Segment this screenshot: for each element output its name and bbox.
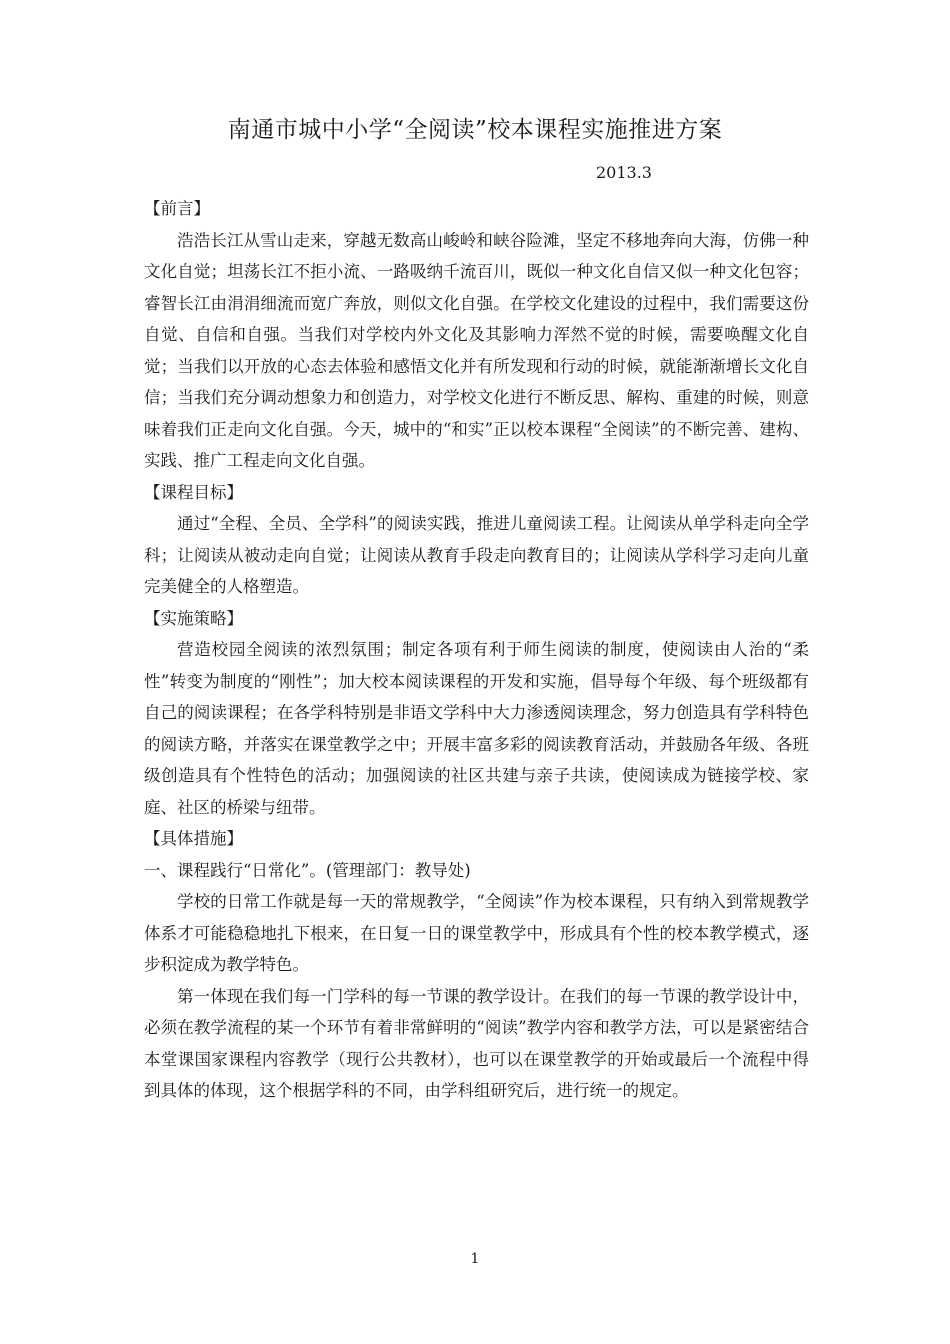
- measure-item-1: 一、课程践行“日常化”。(管理部门：教导处): [144, 860, 471, 880]
- page-number: 1: [470, 1251, 480, 1267]
- section-heading-goals: 【课程目标】: [144, 482, 243, 502]
- paragraph-goals: 通过“全程、全员、全学科”的阅读实践，推进儿童阅读工程。让阅读从单学科走向全学科；让阅读从被动走向自觉；让阅读从教育手段走向教育目的；让阅读从学科学习走向儿童完美健全的人格塑造。: [144, 514, 809, 596]
- section-heading-preface: 【前言】: [144, 199, 210, 218]
- section-heading-measures: 【具体措施】: [144, 829, 243, 848]
- paragraph-strategy: 营造校园全阅读的浓烈氛围；制定各项有利于师生阅读的制度，使阅读由人治的“柔性”转变为制度的“刚性”；加大校本阅读课程的开发和实施，倡导每个年级、每个班级都有自己的阅读课程；在各学科特别是非语文学科中大力渗透阅读理念，努力创造具有学科特色的阅读方略，并落实在课堂教学之中；开展丰富多彩的阅读教育活动，并鼓励各年级、各班级创造具有个性特色的活动；加强阅读的社区共建与亲子共读，使阅读成为链接学校、家庭、社区的桥梁与纽带。: [144, 640, 809, 817]
- section-heading-strategy: 【实施策略】: [144, 608, 243, 628]
- document-body: [144, 193, 809, 1107]
- paragraph-measure-1b: 第一体现在我们每一门学科的每一节课的教学设计。在我们的每一节课的教学设计中，必须在教学流程的某一个环节有着非常鲜明的“阅读”教学内容和教学方法，可以是紧密结合本堂课国家课程内容教学（现行公共教材），也可以在课堂教学的开始或最后一个流程中得到具体的体现，这个根据学科的不同，由学科组研究后，进行统一的规定。: [144, 986, 809, 1100]
- paragraph-measure-1a: 学校的日常工作就是每一天的常规教学，“全阅读”作为校本课程，只有纳入到常规教学体系才可能稳稳地扎下根来，在日复一日的课堂教学中，形成具有个性的校本教学模式，逐步积淀成为教学特色。: [144, 892, 809, 974]
- paragraph-preface: 浩浩长江从雪山走来，穿越无数高山峻岭和峡谷险滩，坚定不移地奔向大海，仿佛一种文化自觉；坦荡长江不拒小流、一路吸纳千流百川，既似一种文化自信又似一种文化包容；睿智长江由涓涓细流而宽广奔放，则似文化自强。在学校文化建设的过程中，我们需要这份自觉、自信和自强。当我们对学校内外文化及其影响力浑然不觉的时候，需要唤醒文化自觉；当我们以开放的心态去体验和感悟文化并有所发现和行动的时候，就能渐渐增长文化自信；当我们充分调动想象力和创造力，对学校文化进行不断反思、解构、重建的时候，则意味着我们正走向文化自强。今天，城中的“和实”正以校本课程“全阅读”的不断完善、建构、实践、推广工程走向文化自强。: [144, 230, 809, 470]
- document-title: 南通市城中小学“全阅读”校本课程实施推进方案: [227, 117, 723, 143]
- document-date: 2013.3: [596, 163, 652, 182]
